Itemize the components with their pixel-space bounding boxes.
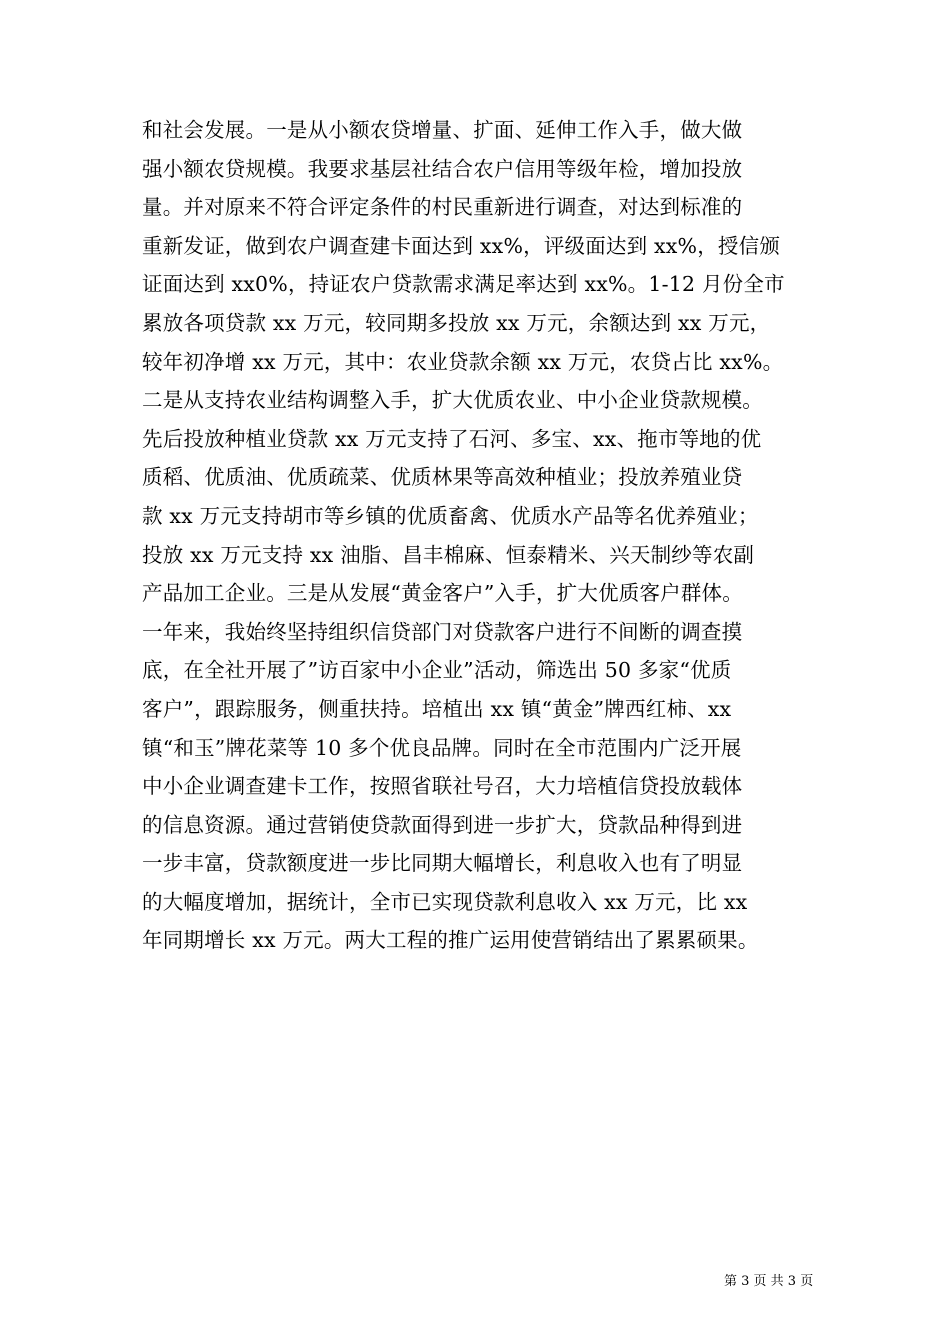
body-paragraph [142, 111, 822, 960]
text-line: 中小企业调查建卡工作，按照省联社号召，大力培植信贷投放载体 [142, 774, 743, 799]
text-line: 客户”，跟踪服务，侧重扶持。培植出 xx 镇“黄金”牌西红柿、xx [142, 696, 732, 721]
page-footer: 第 3 页 共 3 页 [724, 1274, 814, 1289]
text-line: 镇“和玉”牌花菜等 10 多个优良品牌。同时在全市范围内广泛开展 [142, 735, 742, 760]
text-line: 量。并对原来不符合评定条件的村民重新进行调查，对达到标准的 [142, 195, 743, 220]
text-line: 投放 xx 万元支持 xx 油脂、昌丰棉麻、恒泰精米、兴天制纱等农副 [142, 542, 755, 567]
text-line: 款 xx 万元支持胡市等乡镇的优质畜禽、优质水产品等名优养殖业； [142, 503, 759, 528]
text-line: 的大幅度增加，据统计，全市已实现贷款利息收入 xx 万元，比 xx [142, 889, 748, 914]
text-line: 年同期增长 xx 万元。两大工程的推广运用使营销结出了累累硕果。 [142, 928, 759, 953]
text-line: 一年来，我始终坚持组织信贷部门对贷款客户进行不间断的调查摸 [142, 619, 743, 644]
text-line: 重新发证，做到农户调查建卡面达到 xx%，评级面达到 xx%，授信颁 [142, 233, 781, 258]
text-line: 较年初净增 xx 万元，其中：农业贷款余额 xx 万元，农贷占比 xx%。 [142, 349, 784, 374]
text-line: 质稻、优质油、优质疏菜、优质林果等高效种植业；投放养殖业贷 [142, 465, 743, 490]
text-line: 和社会发展。一是从小额农贷增量、扩面、延伸工作入手，做大做 [142, 118, 743, 142]
text-line: 产品加工企业。三是从发展“黄金客户”入手，扩大优质客户群体。 [142, 581, 743, 606]
text-line: 先后投放种植业贷款 xx 万元支持了石河、多宝、xx、拖市等地的优 [142, 426, 762, 451]
text-line: 证面达到 xx0%，持证农户贷款需求满足率达到 xx%。1-12 月份全市 [142, 272, 785, 297]
text-line: 底，在全社开展了”访百家中小企业”活动，筛选出 50 多家“优质 [142, 658, 732, 683]
text-line: 一步丰富，贷款额度进一步比同期大幅增长，利息收入也有了明显 [142, 851, 743, 876]
text-line: 累放各项贷款 xx 万元，较同期多投放 xx 万元，余额达到 xx 万元， [142, 310, 771, 335]
text-line: 的信息资源。通过营销使贷款面得到进一步扩大，贷款品种得到进 [142, 812, 743, 837]
text-line: 二是从支持农业结构调整入手，扩大优质农业、中小企业贷款规模。 [142, 388, 763, 413]
text-line: 强小额农贷规模。我要求基层社结合农户信用等级年检，增加投放 [142, 156, 743, 181]
